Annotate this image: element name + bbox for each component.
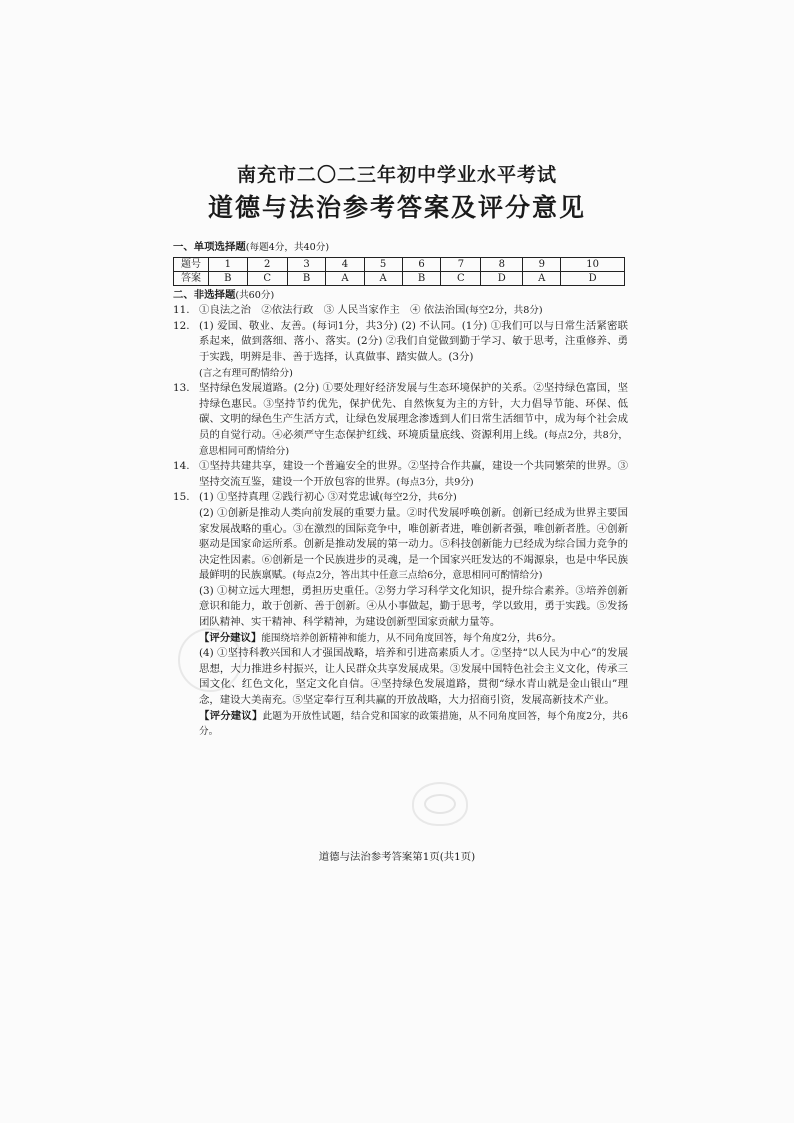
table-cell: A bbox=[523, 271, 561, 285]
table-cell: 1 bbox=[209, 257, 248, 271]
exam-title: 南充市二〇二三年初中学业水平考试 bbox=[236, 164, 557, 186]
table-cell: 4 bbox=[326, 257, 364, 271]
table-cell: C bbox=[441, 271, 481, 285]
table-cell: B bbox=[287, 271, 326, 285]
question-15-part-4-advice: 【评分建议】此题为开放性试题，结合党和国家的政策措施，从不同角度回答，每个角度2分，共6分。 bbox=[199, 709, 628, 738]
question-15-part-3: (3) ①树立远大理想，勇担历史重任。②努力学习科学文化知识，提升综合素养。③培养创新意识和能力，敢于创新、善于创新。④从小事做起，勤于思考，学以致用，勇于实践。⑤发扬团队精神、实干精神、科学精神，为建设创新型国家贡献力量等。 bbox=[199, 584, 628, 629]
question-13: 13. 坚持绿色发展道路。(2分) ①要处理好经济发展与生态环境保护的关系。②坚持绿色富国，坚持绿色惠民。③坚持节约优先，保护优先、自然恢复为主的方针，大力倡导节能、环保、低碳、文明的绿色生产生活方式，让绿色发展理念渗透到人们日常生活细节中，成为每个社会成员的自觉行动。④必须严守生态保护红线、环境质量底线、资源利用上线。(每点2分，共8分，意思相同可酌情给分) bbox=[173, 382, 628, 457]
table-cell: 3 bbox=[287, 257, 326, 271]
table-cell: D bbox=[481, 271, 523, 285]
question-15: 15. (1) ①坚持真理 ②践行初心 ③对党忠诚(每空2分，共6分) bbox=[173, 491, 457, 504]
answer-content bbox=[173, 240, 628, 740]
table-cell: A bbox=[326, 271, 364, 285]
table-cell: C bbox=[247, 271, 287, 285]
table-cell: 2 bbox=[247, 257, 287, 271]
document-title: 道德与法治参考答案及评分意见 bbox=[207, 193, 586, 222]
table-cell: D bbox=[561, 271, 625, 285]
table-header-cell: 答案 bbox=[174, 271, 209, 285]
table-row-numbers bbox=[174, 257, 625, 271]
question-15-part-2: (2) ①创新是推动人类向前发展的重要力量。②时代发展呼唤创新。创新已经成为世界主要国家发展战略的重心。③在激烈的国际竞争中，唯创新者进，唯创新者强，唯创新者胜。④创新驱动是国家命运所系。创新是推动发展的第一动力。⑤科技创新能力已经成为综合国力竞争的决定性因素。⑥创新是一个民族进步的灵魂，是一个国家兴旺发达的不竭源泉，也是中华民族最鲜明的民族禀赋。(每点2分，答出其中任意三点给6分，意思相同可酌情给分) bbox=[199, 506, 628, 582]
table-cell: 5 bbox=[364, 257, 402, 271]
table-cell: A bbox=[364, 271, 402, 285]
table-cell: 9 bbox=[523, 257, 561, 271]
table-cell: 6 bbox=[402, 257, 441, 271]
table-cell: B bbox=[209, 271, 248, 285]
section-heading-choice: 一、单项选择题(每题4分，共40分) bbox=[173, 241, 330, 253]
answer-table bbox=[173, 257, 625, 286]
table-cell: 7 bbox=[441, 257, 481, 271]
table-header-cell: 题号 bbox=[174, 257, 209, 271]
table-row-answers bbox=[174, 271, 625, 285]
table-cell: 8 bbox=[481, 257, 523, 271]
page-footer: 道德与法治参考答案第1页(共1页) bbox=[318, 851, 476, 863]
question-12: 12. (1) 爱国、敬业、友善。(每词1分，共3分) (2) 不认同。(1分) ①我们可以与日常生活紧密联系起来，做到落细、落小、落实。(2分) ②我们自觉做到勤于学习、敏于思考，注重修养、勇于实践，明辨是非、善于选择，认真做事、踏实做人。(3分) (言之有理可酌情给分) bbox=[173, 319, 628, 379]
question-14: 14. ①坚持共建共享，建设一个普遍安全的世界。②坚持合作共赢，建设一个共同繁荣的世界。③坚持交流互鉴，建设一个开放包容的世界。(每点3分，共9分) bbox=[173, 460, 628, 488]
table-cell: B bbox=[402, 271, 441, 285]
table-cell: 10 bbox=[561, 257, 625, 271]
question-11: 11. ①良法之治 ②依法行政 ③ 人民当家作主 ④ 依法治国(每空2分，共8分) bbox=[173, 304, 543, 317]
section-heading-nonchoice: 二、非选择题(共60分) bbox=[173, 288, 275, 301]
watermark-logo bbox=[412, 782, 468, 826]
question-15-part-3-advice: 【评分建议】能围绕培养创新精神和能力，从不同角度回答，每个角度2分，共6分。 bbox=[199, 631, 562, 644]
question-15-part-4: (4) ①坚持科教兴国和人才强国战略，培养和引进高素质人才。②坚持“以人民为中心”的发展思想，大力推进乡村振兴，让人民群众共享发展成果。③发展中国特色社会主义文化，传承三国文化、红色文化，坚定文化自信。④坚持绿色发展道路，贯彻“绿水青山就是金山银山”理念，建设大美南充。⑤坚定奉行互利共赢的开放战略，大力招商引资，发展高新技术产业。 bbox=[199, 647, 628, 707]
